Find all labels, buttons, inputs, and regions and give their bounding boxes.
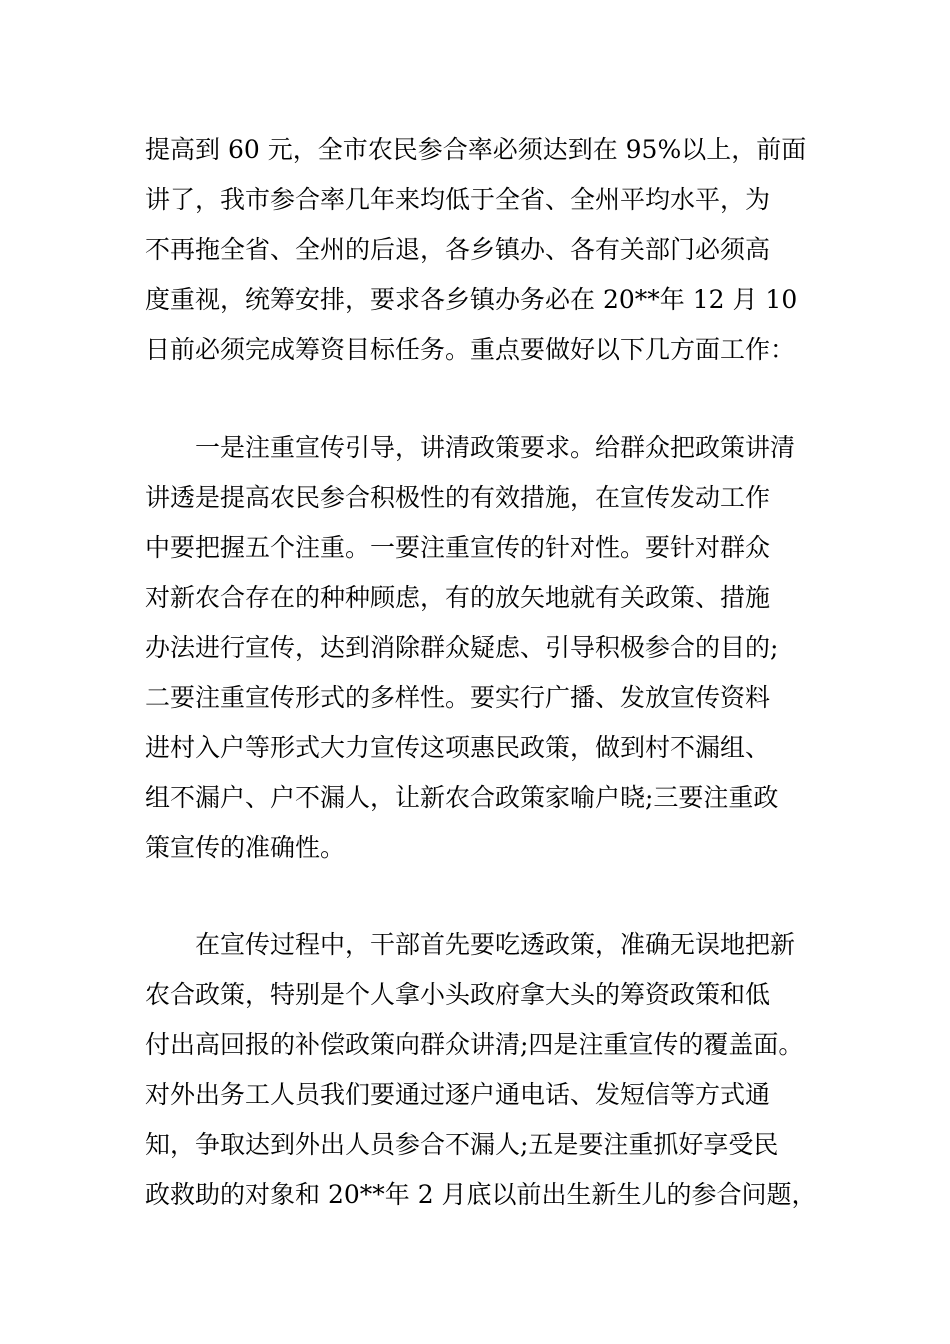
text-line: 付出高回报的补偿政策向群众讲清;四是注重宣传的覆盖面。 [145,1030,804,1059]
text-line: 农合政策，特别是个人拿小头政府拿大头的筹资政策和低 [145,980,771,1009]
text-line: 日前必须完成筹资目标任务。重点要做好以下几方面工作： [145,335,796,364]
text-line: 组不漏户、户不漏人，让新农合政策家喻户晓;三要注重政 [145,783,779,812]
text-line: 中要把握五个注重。一要注重宣传的针对性。要针对群众 [145,533,771,562]
text-line: 进村入户等形式大力宣传这项惠民政策，做到村不漏组、 [145,733,771,762]
paragraph-publicity-process [145,920,835,1220]
text-line: 讲透是提高农民参合积极性的有效措施，在宣传发动工作 [145,483,771,512]
paragraph-publicity-guidance [145,423,835,873]
text-line: 政救助的对象和 20**年 2 月底以前出生新生儿的参合问题， [145,1180,817,1209]
text-line: 不再拖全省、全州的后退，各乡镇办、各有关部门必须高 [145,235,771,264]
text-line: 一是注重宣传引导，讲清政策要求。给群众把政策讲清 [145,433,796,462]
text-line: 对新农合存在的种种顾虑，有的放矢地就有关政策、措施 [145,583,771,612]
text-line: 办法进行宣传，达到消除群众疑虑、引导积极参合的目的; [145,633,779,662]
text-line: 二要注重宣传形式的多样性。要实行广播、发放宣传资料 [145,683,771,712]
text-line: 在宣传过程中，干部首先要吃透政策，准确无误地把新 [145,930,796,959]
paragraph-funding-target [145,125,835,375]
text-line: 对外出务工人员我们要通过逐户通电话、发短信等方式通 [145,1080,771,1109]
text-line: 知，争取达到外出人员参合不漏人;五是要注重抓好享受民 [145,1130,779,1159]
text-line: 讲了，我市参合率几年来均低于全省、全州平均水平，为 [145,185,771,214]
text-line: 提高到 60 元，全市农民参合率必须达到在 95%以上，前面 [145,135,807,164]
text-line: 策宣传的准确性。 [145,833,346,862]
text-line: 度重视，统筹安排，要求各乡镇办务必在 20**年 12 月 10 [145,285,798,314]
